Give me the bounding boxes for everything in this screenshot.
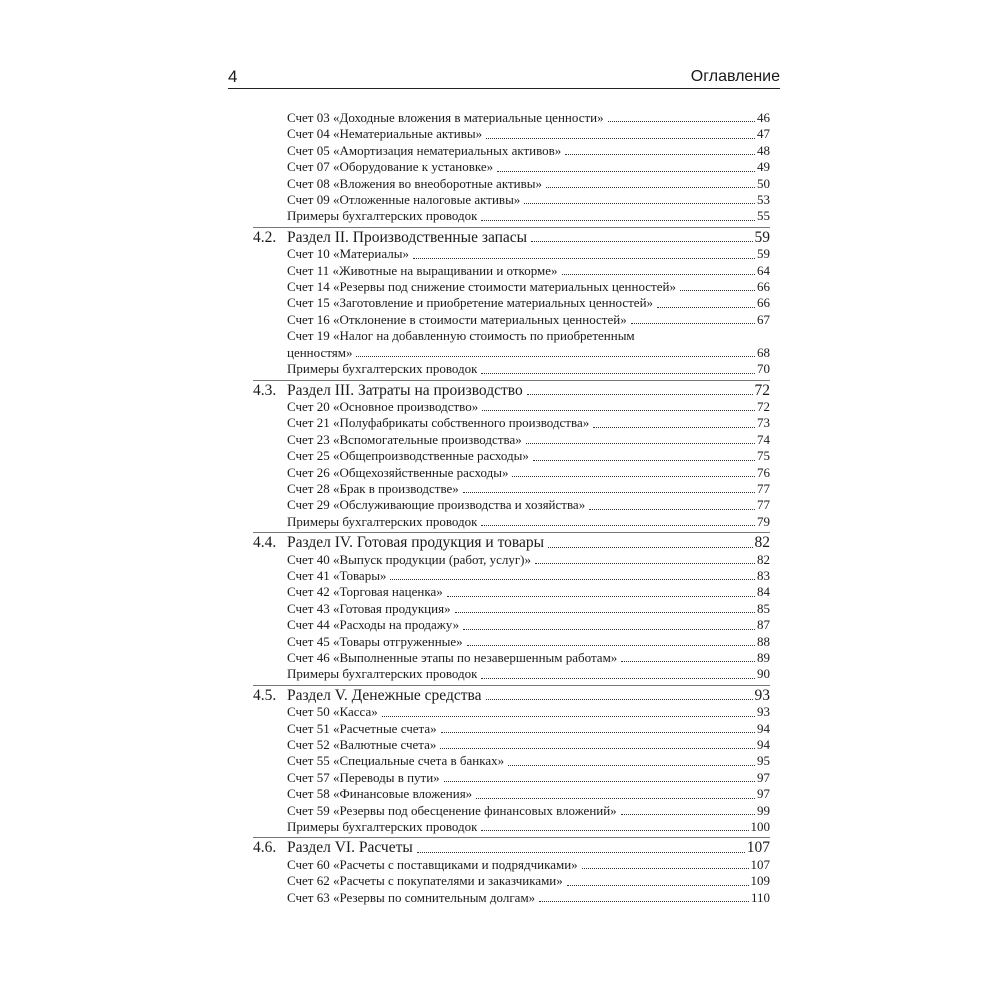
dot-leader (476, 798, 755, 799)
toc-entry-label: Счет 45 «Товары отгруженные» (287, 633, 463, 649)
dot-leader (589, 509, 755, 510)
toc-entry-page: 53 (757, 192, 770, 208)
toc-entry-label: Счет 10 «Материалы» (287, 246, 409, 262)
dot-leader (531, 241, 752, 242)
toc-entry-page: 87 (757, 617, 770, 633)
toc-entry-label: Счет 26 «Общехозяйственные расходы» (287, 464, 509, 480)
toc-entry-label: Счет 08 «Вложения во внеоборотные активы» (287, 175, 542, 191)
toc-entry-page: 88 (757, 633, 770, 649)
toc-entry-label: Счет 11 «Животные на выращивании и откорме» (287, 262, 558, 278)
dot-leader (481, 373, 755, 374)
toc-entry[interactable] (287, 617, 770, 633)
dot-leader (447, 596, 755, 597)
toc-entry-label: Счет 16 «Отклонение в стоимости материальных ценностей» (287, 311, 627, 327)
dot-leader (535, 563, 755, 564)
toc-entry-page: 55 (757, 208, 770, 224)
dot-leader (481, 830, 748, 831)
toc-entry[interactable] (287, 361, 770, 377)
toc-entry-label: Счет 21 «Полуфабрикаты собственного производства» (287, 415, 590, 431)
dot-leader (508, 765, 755, 766)
toc-entry[interactable] (287, 857, 770, 873)
section-number: 4.2. (253, 229, 277, 246)
toc-entry-page: 59 (757, 246, 770, 262)
toc-entry[interactable] (287, 176, 770, 192)
toc-entry[interactable] (287, 192, 770, 208)
toc-entry[interactable] (287, 770, 770, 786)
toc-entry-label: Счет 05 «Амортизация нематериальных активов» (287, 142, 562, 158)
section-number: 4.4. (253, 535, 277, 552)
dot-leader (481, 525, 755, 526)
toc-entry-page: 94 (757, 720, 770, 736)
toc-entry-page: 64 (757, 262, 770, 278)
section-page: 82 (754, 534, 770, 552)
toc-entry-page: 107 (750, 856, 770, 872)
section-page: 59 (754, 228, 770, 246)
toc-entry-label: Счет 62 «Расчеты с покупателями и заказчиками» (287, 873, 563, 889)
toc-entry[interactable] (287, 584, 770, 600)
dot-leader (582, 868, 749, 869)
dot-leader (441, 732, 755, 733)
dot-leader (467, 645, 755, 646)
toc-section-4-3[interactable] (253, 383, 770, 399)
toc-entry-page: 73 (757, 415, 770, 431)
dot-leader (390, 579, 755, 580)
toc-entry[interactable] (287, 753, 770, 769)
section-title: Раздел III. Затраты на производство (287, 382, 523, 399)
toc-entry-page: 97 (757, 786, 770, 802)
toc-entry-label: Счет 59 «Резервы под обесценение финансовых вложений» (287, 802, 617, 818)
toc-entry[interactable] (287, 126, 770, 142)
section-divider (253, 685, 770, 686)
toc-entry-label: Примеры бухгалтерских проводок (287, 361, 478, 377)
toc-entry[interactable] (287, 704, 770, 720)
toc-entry-page: 79 (757, 513, 770, 529)
toc-entry-label: Счет 07 «Оборудование к установке» (287, 159, 494, 175)
toc-entry[interactable] (287, 448, 770, 464)
toc-entry-label: Примеры бухгалтерских проводок (287, 819, 478, 835)
toc-entry-page: 66 (757, 295, 770, 311)
toc-entry[interactable] (287, 399, 770, 415)
toc-entry-label: Счет 09 «Отложенные налоговые активы» (287, 192, 521, 208)
toc-section-4-6[interactable] (253, 840, 770, 856)
toc-entry[interactable] (287, 143, 770, 159)
toc-entry-page: 66 (757, 279, 770, 295)
dot-leader (526, 443, 755, 444)
toc-entry[interactable] (287, 890, 770, 906)
dot-leader (356, 356, 755, 357)
toc-entry-label: Примеры бухгалтерских проводок (287, 666, 478, 682)
toc-entry[interactable] (287, 465, 770, 481)
dot-leader (512, 476, 755, 477)
toc-entry[interactable] (287, 514, 770, 530)
toc-entry[interactable] (287, 721, 770, 737)
toc-entry[interactable] (287, 650, 770, 666)
toc-entry[interactable] (287, 432, 770, 448)
page-number: 4 (228, 67, 238, 86)
toc-entry-page: 85 (757, 600, 770, 616)
toc-entry-label: Счет 40 «Выпуск продукции (работ, услуг)» (287, 551, 531, 567)
dot-leader (497, 171, 755, 172)
dot-leader (444, 781, 755, 782)
running-header (228, 66, 780, 89)
dot-leader (680, 290, 755, 291)
toc-entry[interactable] (287, 208, 770, 224)
toc-entry[interactable] (287, 345, 770, 361)
toc-entry[interactable] (287, 634, 770, 650)
toc-section-4-2[interactable] (253, 230, 770, 246)
toc-entry-label: Счет 29 «Обслуживающие производства и хозяйства» (287, 497, 586, 513)
dot-leader (382, 716, 755, 717)
section-page: 107 (746, 839, 770, 857)
dot-leader (621, 814, 755, 815)
section-divider (253, 532, 770, 533)
dot-leader (463, 629, 755, 630)
toc-entry-page: 46 (757, 110, 770, 125)
toc-entry-page: 50 (757, 175, 770, 191)
toc-entry-label: Счет 57 «Переводы в пути» (287, 769, 440, 785)
dot-leader (440, 748, 755, 749)
dot-leader (621, 661, 755, 662)
dot-leader (481, 678, 755, 679)
dot-leader (482, 410, 755, 411)
toc-entry[interactable] (287, 481, 770, 497)
toc-entry[interactable] (287, 415, 770, 431)
toc-entry-page: 47 (757, 126, 770, 142)
dot-leader (413, 258, 755, 259)
toc-entry-label-line1[interactable]: Счет 19 «Налог на добавленную стоимость по приобретенным (287, 328, 635, 344)
toc-entry-label: Примеры бухгалтерских проводок (287, 208, 478, 224)
toc-entry-page: 109 (750, 873, 770, 889)
toc-entry-label: Счет 55 «Специальные счета в банках» (287, 753, 505, 769)
section-title: Раздел V. Денежные средства (287, 687, 482, 704)
toc-entry-label: Примеры бухгалтерских проводок (287, 513, 478, 529)
toc-entry-page: 93 (757, 704, 770, 720)
toc-entry-page: 82 (757, 551, 770, 567)
toc-entry-page: 68 (757, 344, 770, 360)
section-number: 4.6. (253, 840, 277, 857)
toc-entry-page: 89 (757, 650, 770, 665)
toc-entry-label: Счет 50 «Касса» (287, 704, 378, 720)
section-title: Раздел VI. Расчеты (287, 840, 413, 857)
dot-leader (608, 121, 755, 122)
section-divider (253, 380, 770, 381)
toc-entry[interactable] (287, 263, 770, 279)
toc-entry-page: 100 (750, 819, 770, 835)
toc-entry-page: 110 (750, 889, 770, 905)
toc-entry[interactable] (287, 601, 770, 617)
toc-entry-label: Счет 46 «Выполненные этапы по незавершенным работам» (287, 650, 618, 665)
toc-entry-label: Счет 23 «Вспомогательные производства» (287, 431, 522, 447)
section-number: 4.5. (253, 687, 277, 704)
running-title: Оглавление (690, 68, 780, 85)
toc-entry[interactable] (287, 246, 770, 262)
toc-entry-page: 84 (757, 584, 770, 600)
toc-entry[interactable] (287, 568, 770, 584)
toc-entry-label: Счет 51 «Расчетные счета» (287, 720, 437, 736)
toc-entry[interactable] (287, 737, 770, 753)
section-title: Раздел II. Производственные запасы (287, 229, 528, 246)
toc-entry[interactable] (287, 803, 770, 819)
toc-entry-label: Счет 14 «Резервы под снижение стоимости материальных ценностей» (287, 279, 676, 295)
toc-entry[interactable] (287, 159, 770, 175)
toc-entry-label: Счет 63 «Резервы по сомнительным долгам» (287, 889, 536, 905)
toc-entry-page: 99 (757, 802, 770, 818)
dot-leader (546, 187, 755, 188)
toc-entry[interactable] (287, 552, 770, 568)
toc-entry-page: 83 (757, 567, 770, 583)
toc-entry[interactable] (287, 110, 770, 126)
toc-entry-page: 97 (757, 769, 770, 785)
toc-entry-label: Счет 20 «Основное производство» (287, 398, 479, 414)
toc-entry-page: 76 (757, 464, 770, 480)
dot-leader (565, 154, 755, 155)
toc-entry-label-line2: ценностям» (287, 344, 353, 360)
toc-entry-label: Счет 44 «Расходы на продажу» (287, 617, 460, 633)
dot-leader (463, 492, 755, 493)
dot-leader (481, 220, 755, 221)
dot-leader (562, 274, 756, 275)
toc-entry-page: 70 (757, 361, 770, 377)
toc-entry[interactable] (287, 786, 770, 802)
section-page: 72 (754, 381, 770, 399)
dot-leader (524, 203, 755, 204)
dot-leader (593, 427, 755, 428)
section-divider (253, 837, 770, 838)
toc-entry-label: Счет 04 «Нематериальные активы» (287, 126, 483, 142)
toc-entry-page: 49 (757, 159, 770, 175)
toc-entry[interactable] (287, 819, 770, 835)
section-title: Раздел IV. Готовая продукция и товары (287, 535, 545, 552)
toc-entry-page: 75 (757, 448, 770, 464)
toc-entry-label: Счет 15 «Заготовление и приобретение материальных ценностей» (287, 295, 654, 311)
toc-entry-page: 94 (757, 737, 770, 753)
toc-entry-label: Счет 60 «Расчеты с поставщиками и подрядчиками» (287, 856, 578, 872)
dot-leader (527, 394, 753, 395)
table-of-contents (0, 110, 1000, 906)
dot-leader (657, 307, 755, 308)
toc-entry-page: 67 (757, 311, 770, 327)
toc-entry-page: 95 (757, 753, 770, 769)
toc-entry-label: Счет 58 «Финансовые вложения» (287, 786, 473, 802)
section-page: 93 (754, 686, 770, 704)
toc-entry-page: 90 (757, 666, 770, 682)
toc-entry-page: 74 (757, 431, 770, 447)
toc-entry-label: Счет 28 «Брак в производстве» (287, 480, 459, 496)
dot-leader (631, 323, 755, 324)
toc-entry-page: 48 (757, 142, 770, 158)
dot-leader (417, 852, 745, 853)
toc-entry-page: 72 (757, 398, 770, 414)
toc-section-4-5[interactable] (253, 688, 770, 704)
toc-entry[interactable] (287, 295, 770, 311)
dot-leader (539, 901, 749, 902)
dot-leader (533, 460, 755, 461)
toc-entry-label: Счет 41 «Товары» (287, 567, 387, 583)
dot-leader (567, 885, 749, 886)
toc-section-4-4[interactable] (253, 535, 770, 551)
dot-leader (486, 699, 753, 700)
toc-entry[interactable] (287, 279, 770, 295)
toc-entry[interactable] (287, 497, 770, 513)
toc-entry-label: Счет 52 «Валютные счета» (287, 737, 437, 753)
section-divider (253, 227, 770, 228)
toc-entry[interactable] (287, 312, 770, 328)
section-number: 4.3. (253, 382, 277, 399)
toc-entry[interactable] (287, 666, 770, 682)
toc-entry-label: Счет 03 «Доходные вложения в материальные ценности» (287, 110, 604, 125)
dot-leader (548, 547, 752, 548)
toc-entry-label: Счет 42 «Торговая наценка» (287, 584, 443, 600)
toc-entry-label: Счет 43 «Готовая продукция» (287, 600, 451, 616)
dot-leader (486, 138, 755, 139)
toc-entry-page: 77 (757, 480, 770, 496)
toc-entry-label: Счет 25 «Общепроизводственные расходы» (287, 448, 529, 464)
toc-entry[interactable] (287, 873, 770, 889)
toc-entry-page: 77 (757, 497, 770, 513)
dot-leader (455, 612, 755, 613)
